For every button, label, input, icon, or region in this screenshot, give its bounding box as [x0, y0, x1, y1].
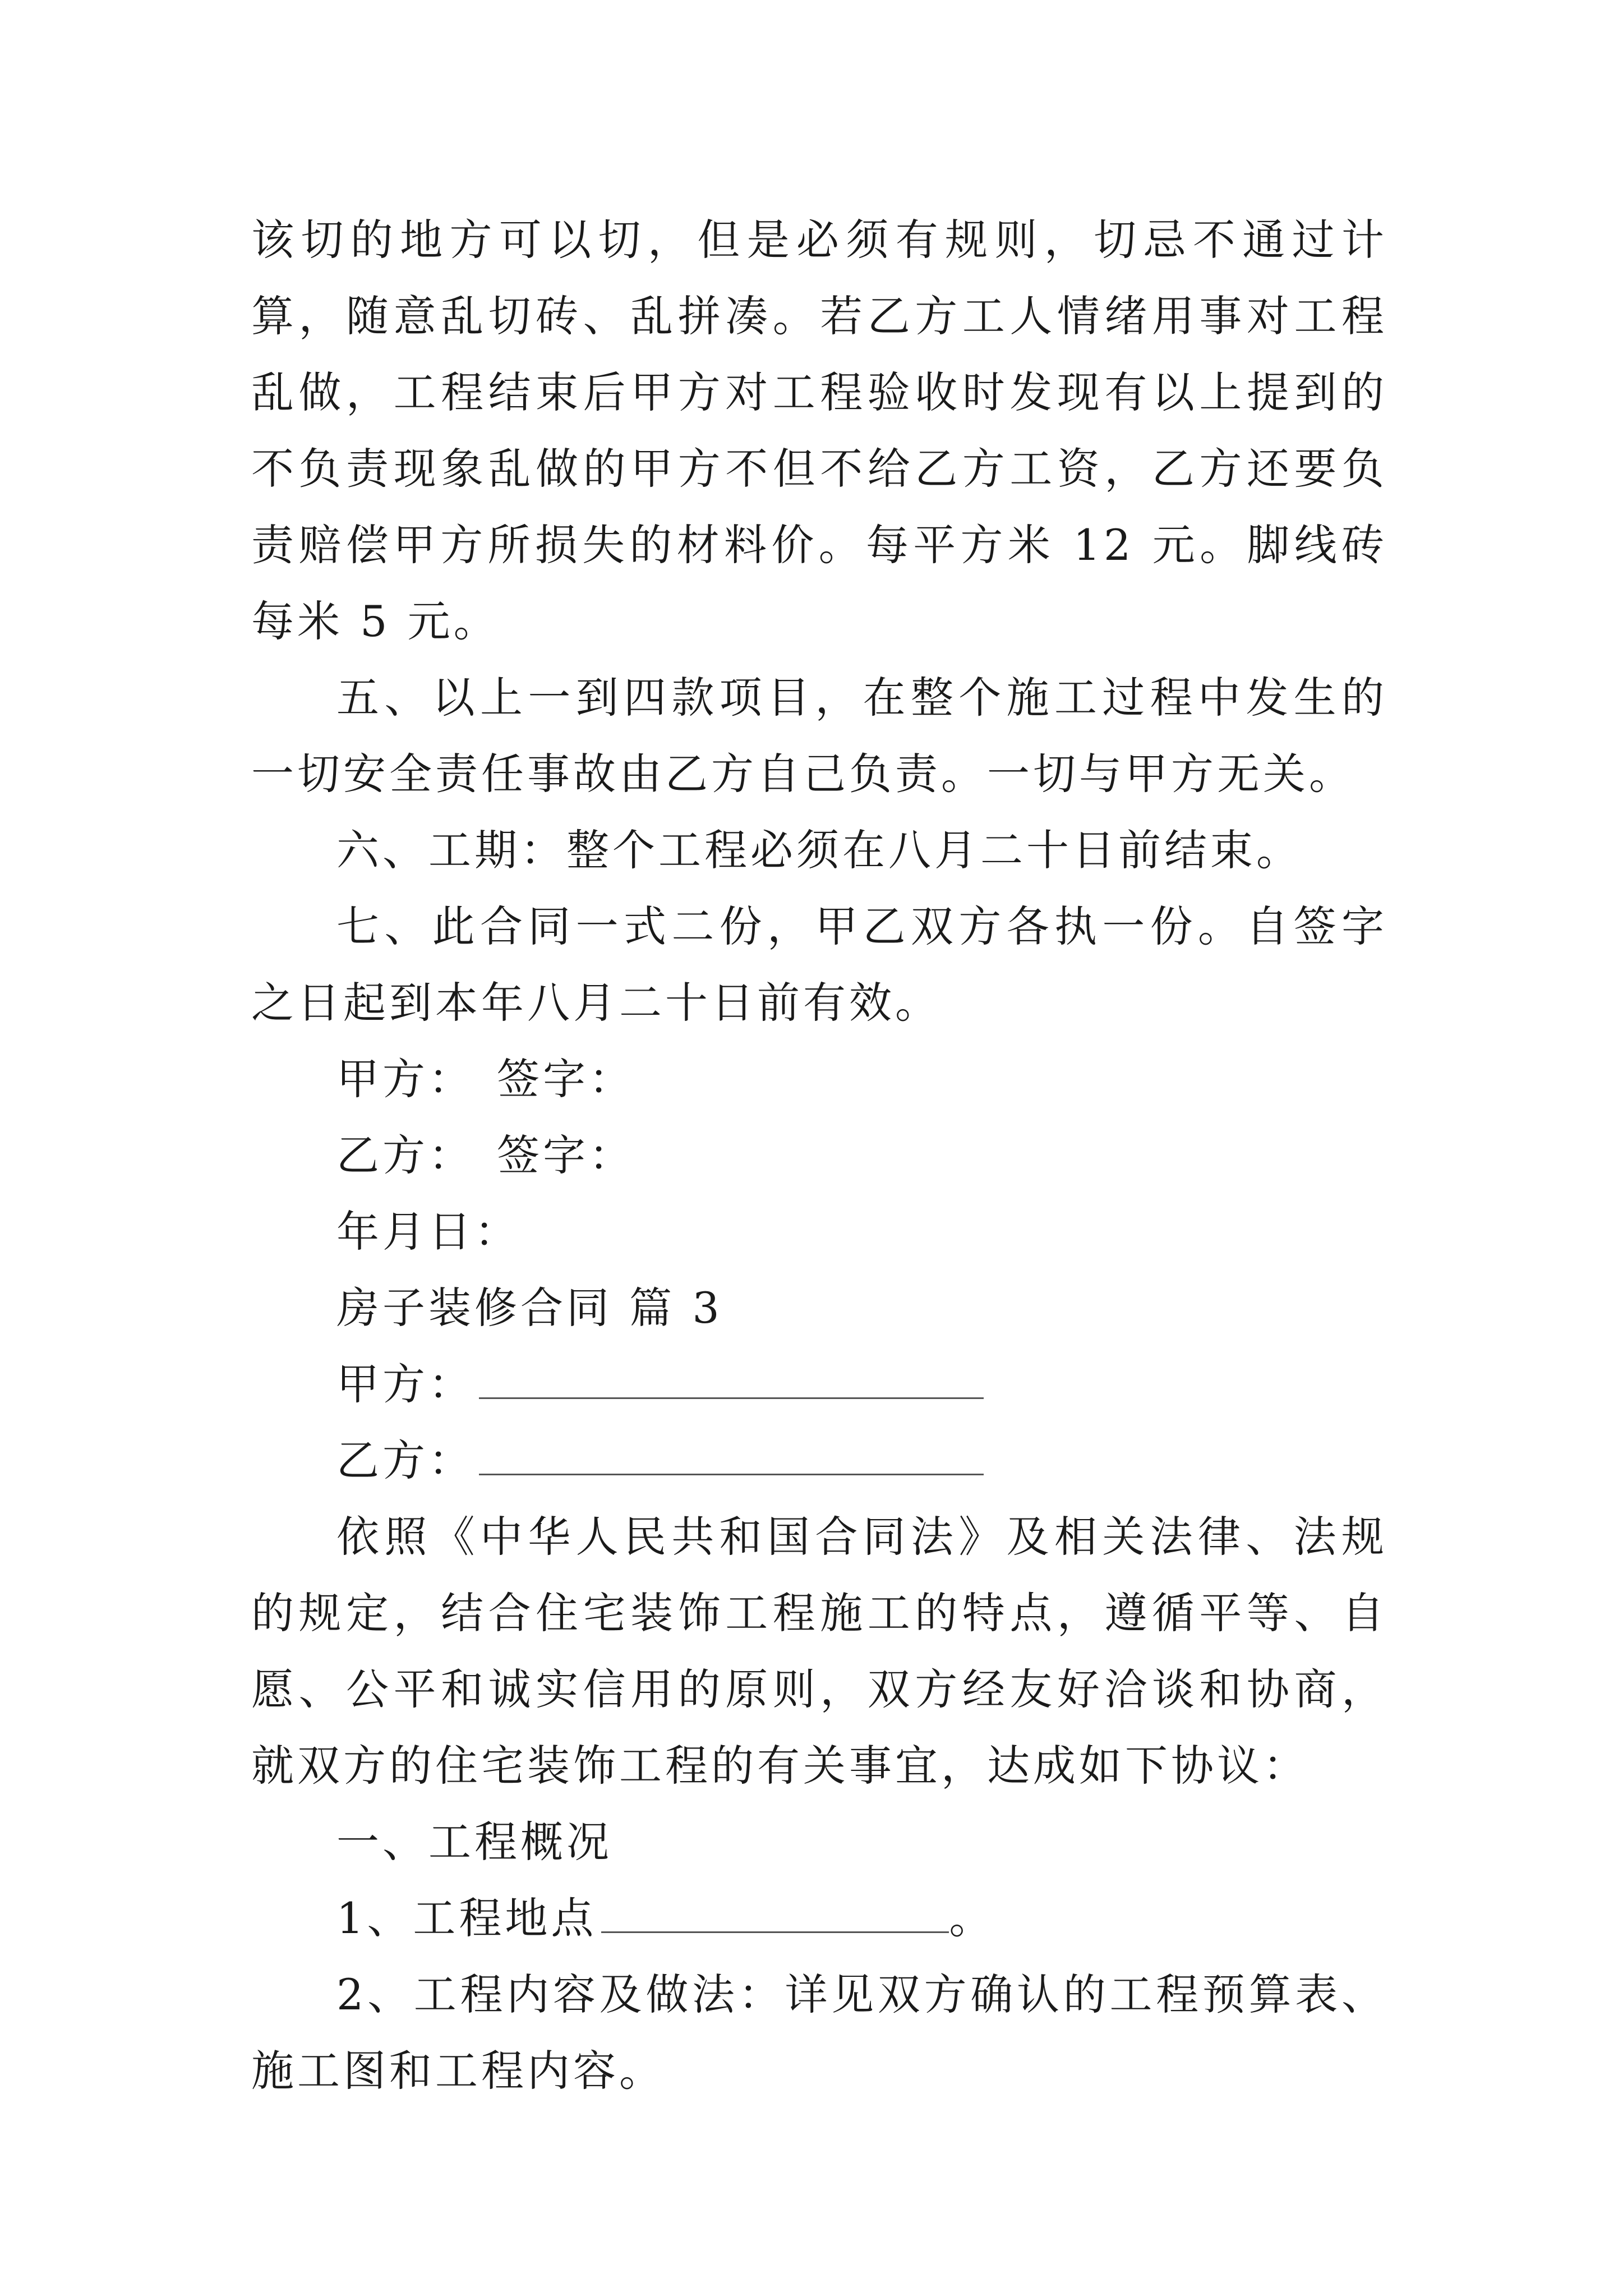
project-location-label: 1、工程地点	[336, 1893, 597, 1943]
party-b-label: 乙方：	[336, 1130, 474, 1180]
signature-line-party-a	[251, 1041, 1387, 1117]
paragraph-clause-5: 五、以上一到四款项目，在整个施工过程中发生的一切安全责任事故由乙方自己负责。一切与甲方无关。	[251, 673, 1387, 799]
party-b-line	[251, 1423, 1387, 1499]
document-page	[251, 202, 1387, 2109]
signature-line-party-b	[251, 1117, 1387, 1194]
intro-paragraph: 依照《中华人民共和国合同法》及相关法律、法规的规定，结合住宅装饰工程施工的特点，遵循平等、自愿、公平和诚实信用的原则，双方经友好洽谈和协商，就双方的住宅装饰工程的有关事宜，达成如下协议：	[251, 1512, 1387, 1791]
party-b-sign-label: 签字：	[497, 1130, 635, 1180]
paragraph-clause-7: 七、此合同一式二份，甲乙双方各执一份。自签字之日起到本年八月二十日前有效。	[251, 901, 1387, 1028]
project-location-end: 。	[949, 1893, 995, 1943]
paragraph-continuation: 该切的地方可以切，但是必须有规则，切忌不通过计算，随意乱切砖、乱拼凑。若乙方工人情绪用事对工程乱做，工程结束后甲方对工程验收时发现有以上提到的不负责现象乱做的甲方不但不给乙方工资，乙方还要负责赔偿甲方所损失的材料价。每平方米 12 元。脚线砖每米 5 元。	[251, 215, 1387, 646]
party-b-name-label: 乙方：	[336, 1435, 474, 1485]
party-a-label: 甲方：	[336, 1054, 474, 1104]
party-a-line	[251, 1346, 1387, 1423]
party-a-blank-field	[479, 1364, 984, 1399]
party-b-blank-field	[479, 1440, 984, 1475]
project-location-blank	[601, 1898, 949, 1933]
date-line: 年月日：	[336, 1207, 520, 1257]
section-title: 房子装修合同 篇 3	[336, 1283, 723, 1333]
party-a-sign-label: 签字：	[497, 1054, 635, 1104]
paragraph-clause-6: 六、工期：整个工程必须在八月二十日前结束。	[336, 825, 1302, 875]
item-project-location	[251, 1880, 1387, 1957]
heading-project-overview: 一、工程概况	[336, 1817, 612, 1867]
party-a-name-label: 甲方：	[336, 1359, 474, 1409]
item-project-content: 2、工程内容及做法：详见双方确认的工程预算表、施工图和工程内容。	[251, 1970, 1387, 2096]
